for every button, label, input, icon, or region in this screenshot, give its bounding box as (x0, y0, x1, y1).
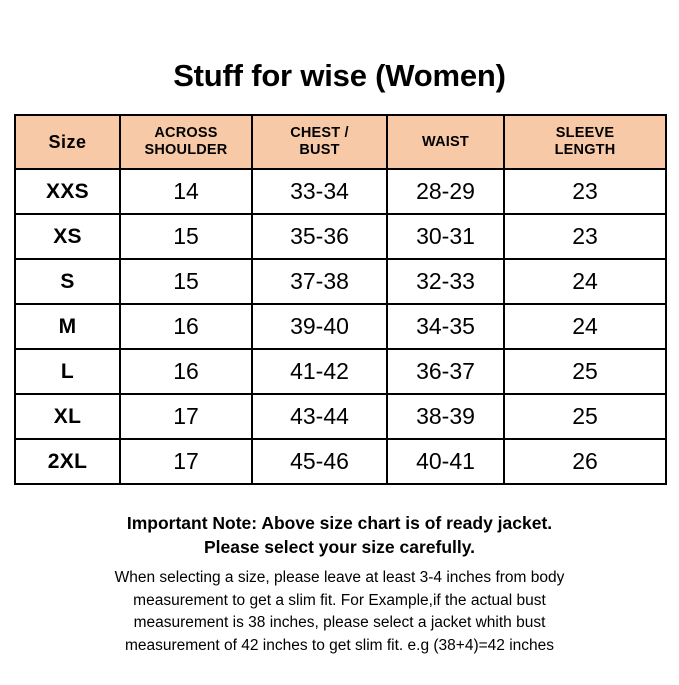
cell-size: XS (15, 214, 120, 259)
note-body-line4: measurement of 42 inches to get slim fit. e.g (38+4)=42 inches (124, 636, 555, 654)
table-row (15, 349, 666, 394)
cell-sleeve-length: 23 (504, 169, 666, 214)
table-row (15, 214, 666, 259)
column-header-chest-bust-line1: CHEST / (290, 125, 349, 142)
column-header-size: Size (15, 115, 120, 169)
column-header-across-shoulder-line1: ACROSS (154, 125, 218, 142)
page-title: Stuff for wise (Women) (173, 58, 506, 93)
cell-size: XXS (15, 169, 120, 214)
cell-sleeve-length: 25 (504, 394, 666, 439)
important-note (35, 511, 645, 559)
table-body (15, 169, 666, 484)
cell-waist: 36-37 (387, 349, 504, 394)
column-header-across-shoulder-line2: SHOULDER (144, 142, 228, 158)
column-header-sleeve-length-line1: SLEEVE (555, 125, 615, 142)
important-note-line2: Please select your size carefully. (203, 537, 476, 558)
cell-waist: 32-33 (387, 259, 504, 304)
cell-waist: 34-35 (387, 304, 504, 349)
cell-chest-bust: 43-44 (252, 394, 387, 439)
cell-chest-bust: 37-38 (252, 259, 387, 304)
cell-sleeve-length: 26 (504, 439, 666, 484)
column-header-sleeve-length-line2: LENGTH (554, 142, 616, 158)
column-header-chest-bust (252, 115, 387, 169)
cell-waist: 38-39 (387, 394, 504, 439)
cell-chest-bust: 33-34 (252, 169, 387, 214)
table-row (15, 259, 666, 304)
table-row (15, 304, 666, 349)
column-header-chest-bust-line2: BUST (299, 142, 340, 158)
cell-across-shoulder: 16 (120, 304, 252, 349)
important-note-line1: Important Note: Above size chart is of ready jacket. (126, 513, 553, 533)
cell-across-shoulder: 15 (120, 214, 252, 259)
column-header-across-shoulder (120, 115, 252, 169)
note-body-line1: When selecting a size, please leave at least 3-4 inches from body (114, 569, 565, 587)
table-row (15, 439, 666, 484)
cell-size: L (15, 349, 120, 394)
column-header-waist: WAIST (387, 115, 504, 169)
note-body-line2: measurement to get a slim fit. For Example,if the actual bust (133, 591, 546, 609)
cell-sleeve-length: 23 (504, 214, 666, 259)
size-chart-table (14, 114, 667, 485)
notes-section (14, 511, 665, 657)
cell-size: S (15, 259, 120, 304)
cell-sleeve-length: 24 (504, 259, 666, 304)
cell-waist: 40-41 (387, 439, 504, 484)
cell-sleeve-length: 24 (504, 304, 666, 349)
note-body-line3: measurement is 38 inches, please select a jacket whith bust (133, 614, 546, 632)
cell-size: M (15, 304, 120, 349)
note-body (40, 567, 640, 657)
cell-sleeve-length: 25 (504, 349, 666, 394)
cell-chest-bust: 41-42 (252, 349, 387, 394)
table-header (15, 115, 666, 169)
cell-across-shoulder: 17 (120, 394, 252, 439)
cell-waist: 28-29 (387, 169, 504, 214)
cell-size: 2XL (15, 439, 120, 484)
cell-across-shoulder: 17 (120, 439, 252, 484)
cell-waist: 30-31 (387, 214, 504, 259)
cell-across-shoulder: 16 (120, 349, 252, 394)
cell-size: XL (15, 394, 120, 439)
cell-chest-bust: 35-36 (252, 214, 387, 259)
table-row (15, 394, 666, 439)
cell-chest-bust: 45-46 (252, 439, 387, 484)
cell-across-shoulder: 14 (120, 169, 252, 214)
table-header-row (15, 115, 666, 169)
column-header-sleeve-length (504, 115, 666, 169)
cell-chest-bust: 39-40 (252, 304, 387, 349)
cell-across-shoulder: 15 (120, 259, 252, 304)
table-row (15, 169, 666, 214)
